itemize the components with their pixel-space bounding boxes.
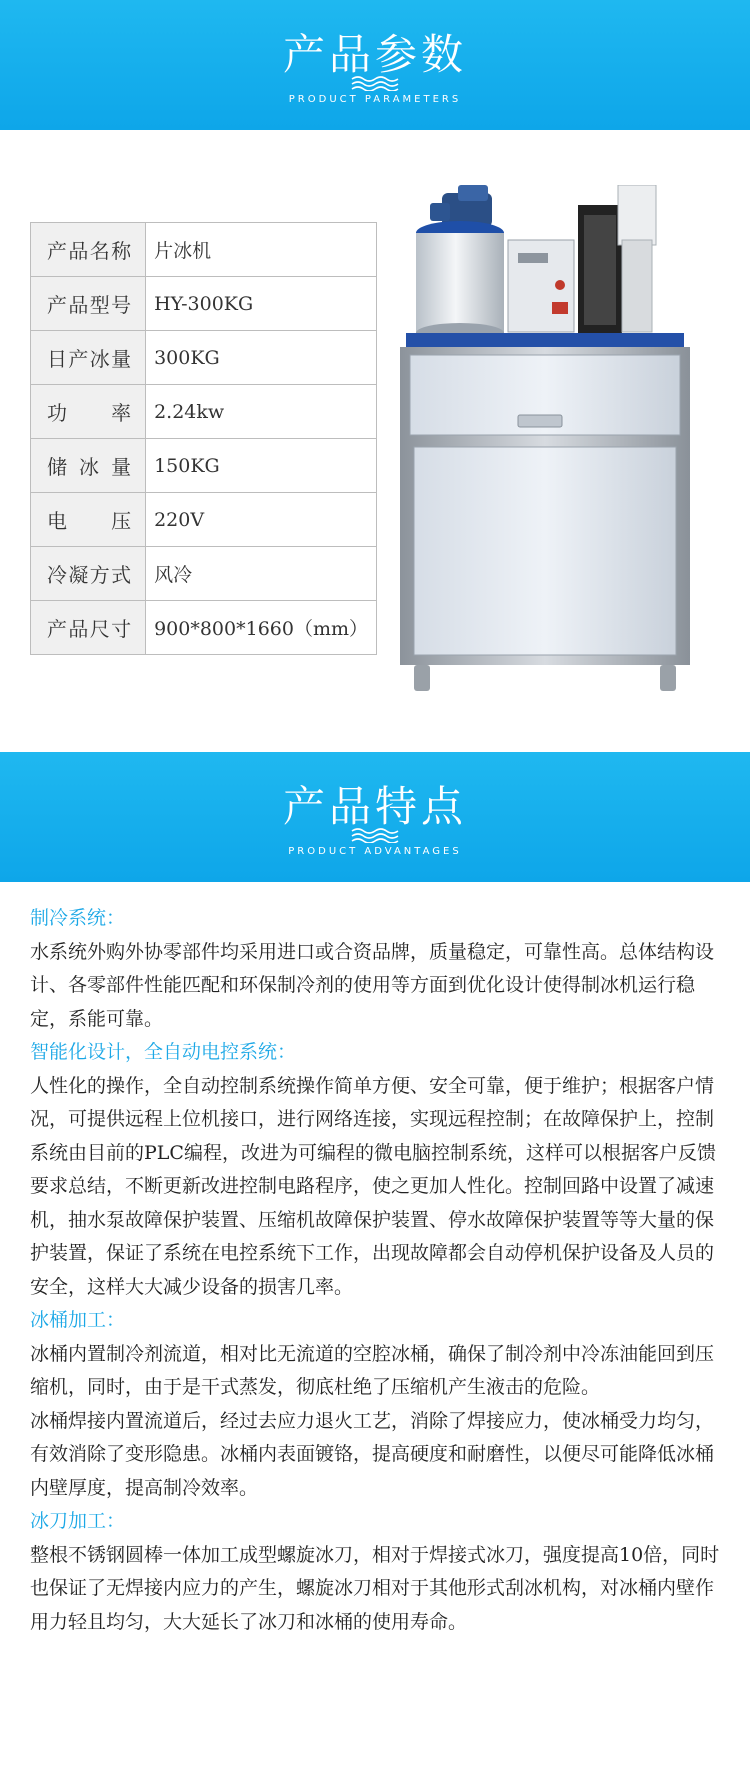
spec-label: 产品型号 — [31, 277, 146, 331]
spec-value: 220V — [146, 493, 377, 547]
feature-heading: 制冷系统： — [30, 907, 126, 929]
parameters-banner — [0, 0, 750, 130]
spec-row — [31, 439, 377, 493]
spec-row — [31, 277, 377, 331]
section-subtitle: PRODUCT PARAMETERS — [288, 94, 462, 105]
section-title: 产品参数 — [282, 30, 467, 79]
feature-paragraph: 冰桶焊接内置流道后，经过去应力退火工艺，消除了焊接应力，使冰桶受力均匀，有效消除了变形隐患。冰桶内表面镀铬，提高硬度和耐磨性，以便尽可能降低冰桶内壁厚度，提高制冷效率。 — [30, 1409, 715, 1499]
spec-label: 功率 — [31, 385, 146, 439]
features-section — [30, 902, 720, 1639]
feature-heading: 冰桶加工： — [30, 1309, 126, 1331]
spec-table — [30, 222, 377, 655]
spec-row — [31, 547, 377, 601]
spec-value: HY-300KG — [146, 277, 377, 331]
spec-value: 300KG — [146, 331, 377, 385]
spec-value: 风冷 — [146, 547, 377, 601]
spec-row — [31, 493, 377, 547]
spec-row — [31, 223, 377, 277]
flake-ice-machine-image — [400, 185, 720, 705]
feature-paragraph: 冰桶内置制冷剂流道，相对比无流道的空腔冰桶，确保了制冷剂中冷冻油能回到压缩机，同时，由于是干式蒸发，彻底杜绝了压缩机产生液击的危险。 — [30, 1342, 715, 1398]
spec-value: 150KG — [146, 439, 377, 493]
spec-value: 2.24kw — [146, 385, 377, 439]
spec-label: 日产冰量 — [31, 331, 146, 385]
spec-row — [31, 601, 377, 655]
spec-label: 储冰量 — [31, 439, 146, 493]
feature-heading: 冰刀加工： — [30, 1510, 126, 1532]
feature-heading: 智能化设计，全自动电控系统： — [30, 1041, 297, 1063]
feature-paragraph: 人性化的操作，全自动控制系统操作简单方便、安全可靠，便于维护；根据客户情况，可提供远程上位机接口，进行网络连接，实现远程控制；在故障保护上，控制系统由目前的PLC编程，改进为可编程的微电脑控制系统，这样可以根据客户反馈要求总结，不断更新改进控制电路程序，使之更加人性化。控制回路中设置了减速机，抽水泵故障保护装置、压缩机故障保护装置、停水故障保护装置等等大量的保护装置，保证了系统在电控系统下工作，出现故障都会自动停机保护设备及人员的安全，这样大大减少设备的损害几率。 — [30, 1074, 716, 1298]
feature-paragraph: 整根不锈钢圆棒一体加工成型螺旋冰刀，相对于焊接式冰刀，强度提高10倍，同时也保证了无焊接内应力的产生，螺旋冰刀相对于其他形式刮冰机构，对冰桶内壁作用力轻且均匀，大大延长了冰刀和冰桶的使用寿命。 — [30, 1543, 720, 1633]
spec-value: 片冰机 — [146, 223, 377, 277]
section-title: 产品特点 — [282, 782, 467, 831]
wave-icon — [350, 827, 400, 843]
spec-row — [31, 331, 377, 385]
spec-label: 产品名称 — [31, 223, 146, 277]
spec-label: 冷凝方式 — [31, 547, 146, 601]
spec-row — [31, 385, 377, 439]
spec-value: 900*800*1660（mm） — [146, 601, 377, 655]
feature-paragraph: 水系统外购外协零部件均采用进口或合资品牌，质量稳定，可靠性高。总体结构设计、各零部件性能匹配和环保制冷剂的使用等方面到优化设计使得制冰机运行稳定，系能可靠。 — [30, 940, 715, 1030]
spec-label: 产品尺寸 — [31, 601, 146, 655]
wave-icon — [350, 75, 400, 91]
advantages-banner — [0, 752, 750, 882]
spec-label: 电压 — [31, 493, 146, 547]
section-subtitle: PRODUCT ADVANTAGES — [288, 846, 462, 857]
